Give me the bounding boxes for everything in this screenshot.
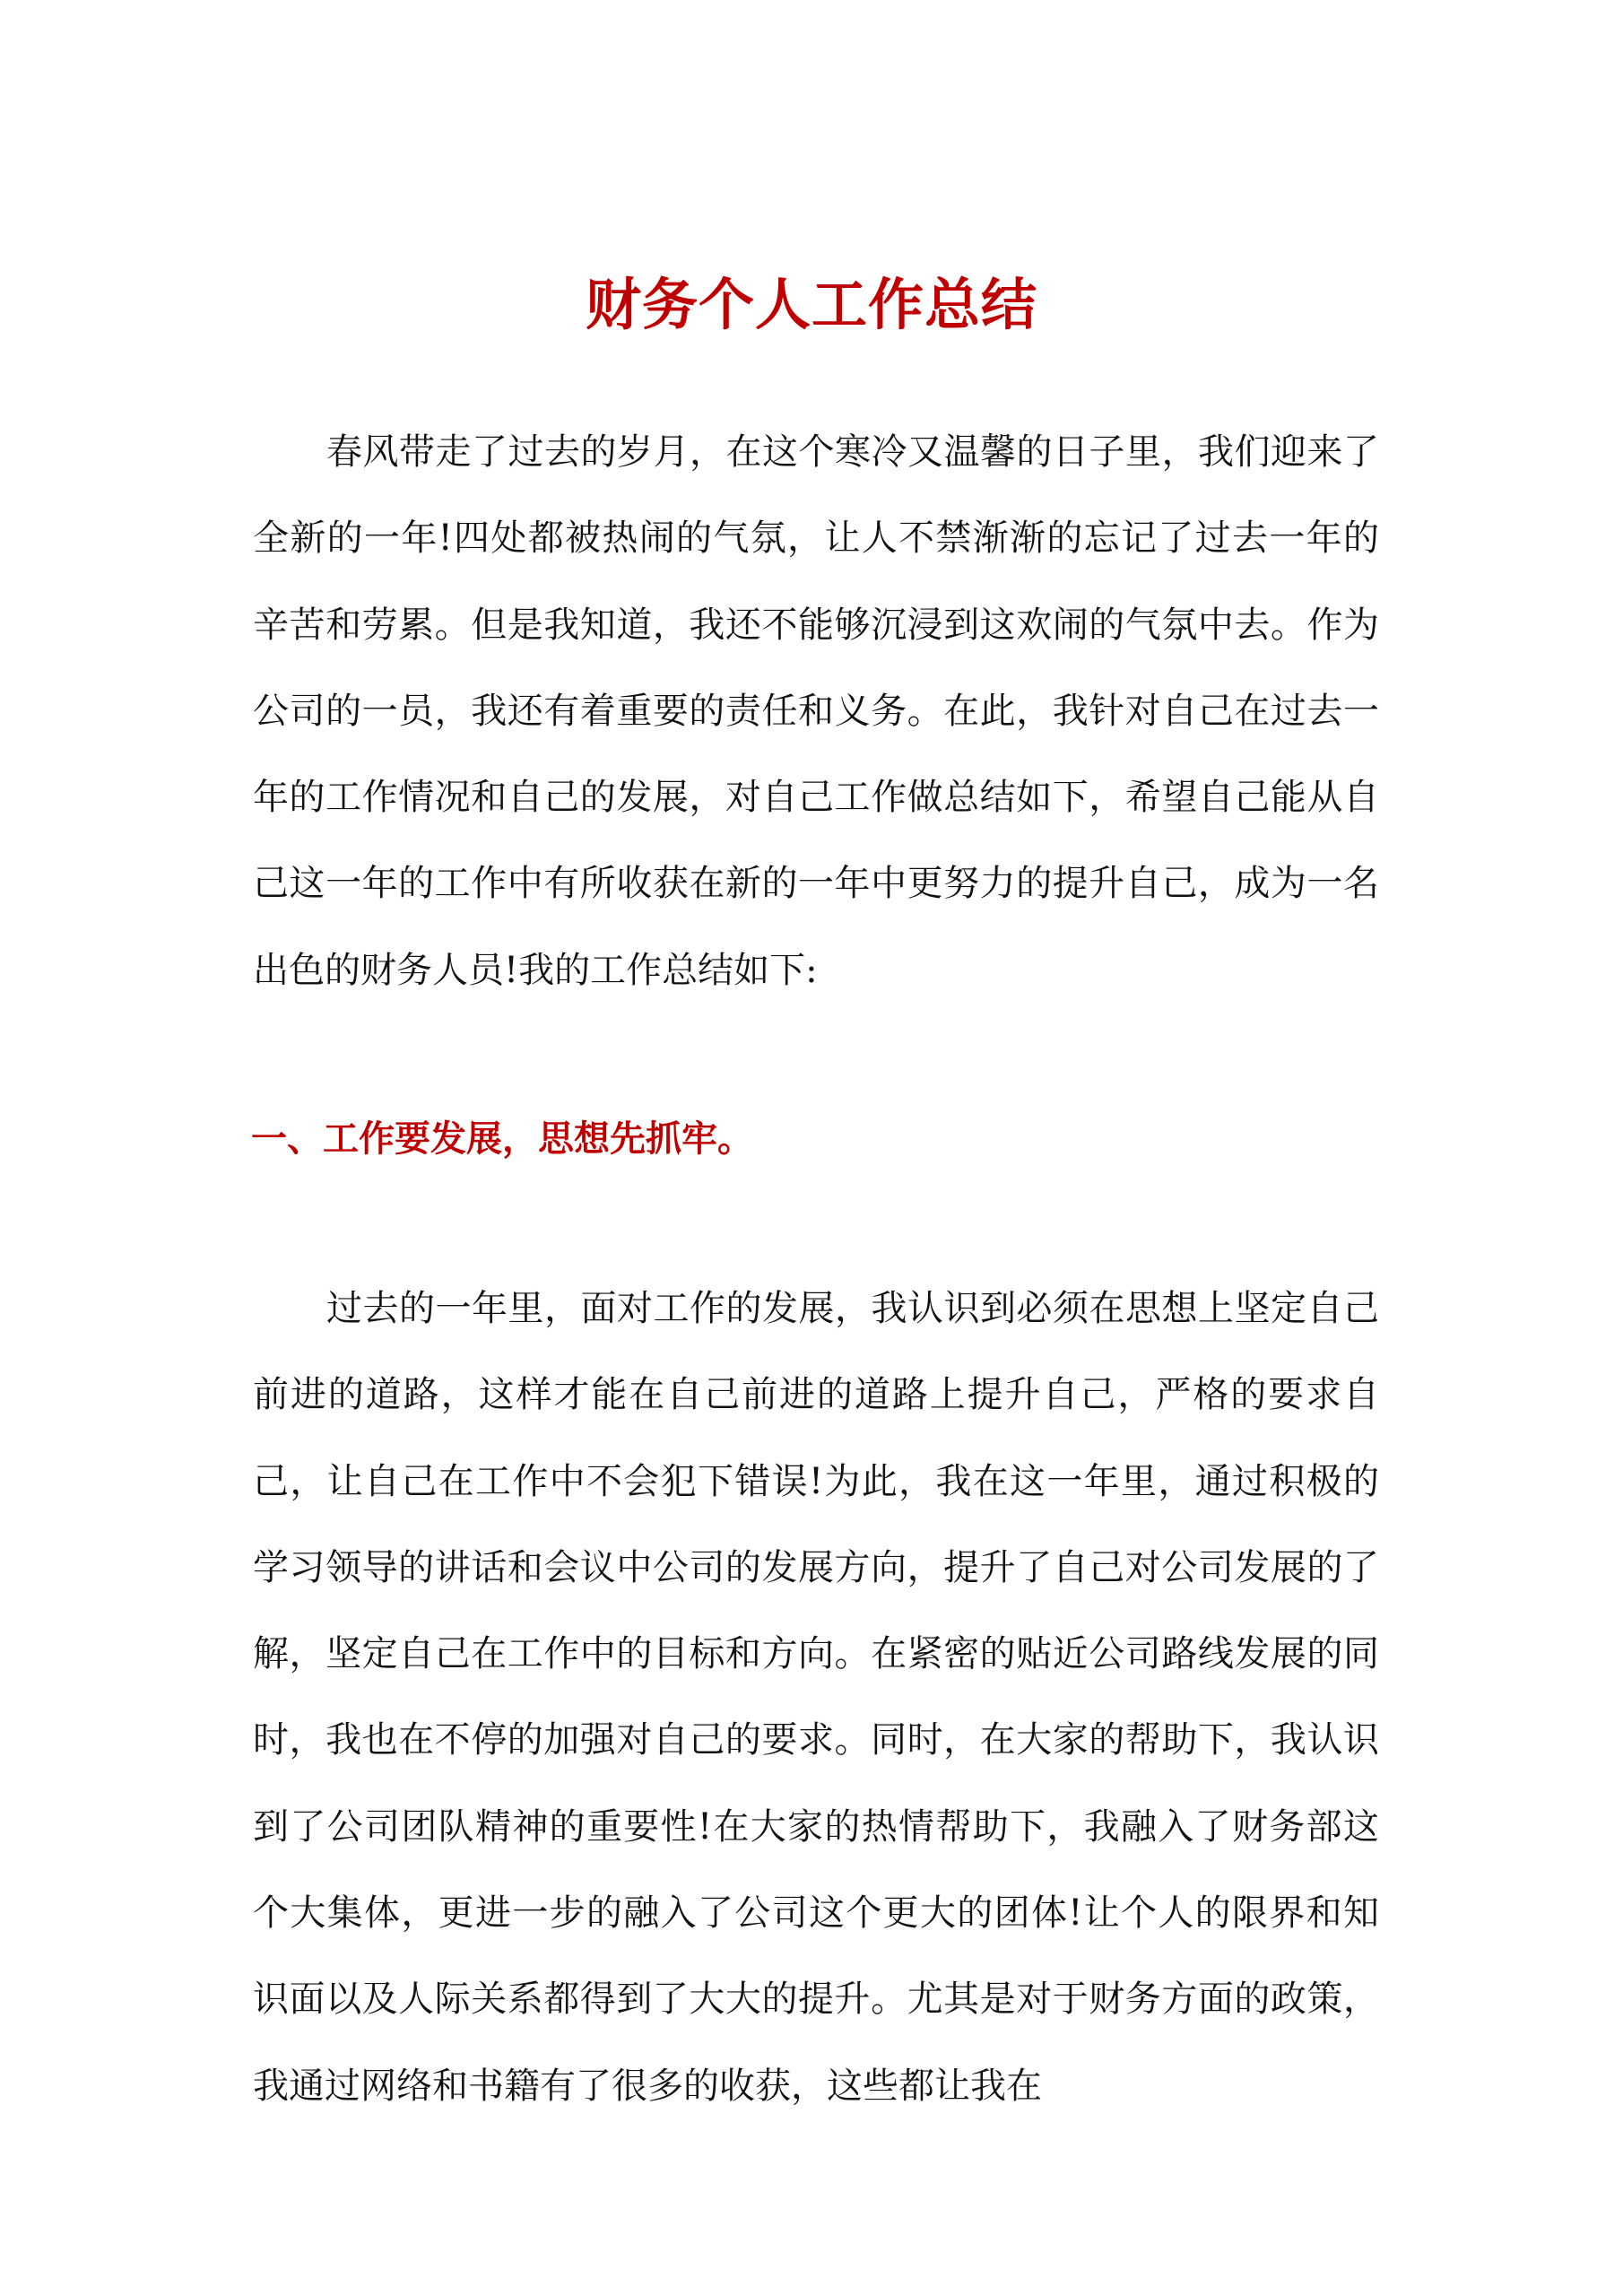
- intro-paragraph: 春风带走了过去的岁月，在这个寒冷又温馨的日子里，我们迎来了全新的一年!四处都被热闹的气氛，让人不禁渐渐的忘记了过去一年的辛苦和劳累。但是我知道，我还不能够沉浸到这欢闹的气氛中去。作为公司的一员，我还有着重要的责任和义务。在此，我针对自己在过去一年的工作情况和自己的发展，对自己工作做总结如下，希望自己能从自己这一年的工作中有所收获在新的一年中更努力的提升自己，成为一名出色的财务人员!我的工作总结如下:: [253, 431, 1379, 991]
- section-paragraph: 过去的一年里，面对工作的发展，我认识到必须在思想上坚定自己前进的道路，这样才能在自己前进的道路上提升自己，严格的要求自己，让自己在工作中不会犯下错误!为此，我在这一年里，通过积极的学习领导的讲话和会议中公司的发展方向，提升了自己对公司发展的了解，坚定自己在工作中的目标和方向。在紧密的贴近公司路线发展的同时，我也在不停的加强对自己的要求。同时，在大家的帮助下，我认识到了公司团队精神的重要性!在大家的热情帮助下，我融入了财务部这个大集体，更进一步的融入了公司这个更大的团体!让个人的限界和知识面以及人际关系都得到了大大的提升。尤其是对于财务方面的政策，我通过网络和书籍有了很多的收获，这些都让我在: [253, 1288, 1379, 2107]
- document-title: 财务个人工作总结: [585, 271, 1037, 337]
- section-heading: 一、工作要发展，思想先抓牢。: [251, 1118, 753, 1160]
